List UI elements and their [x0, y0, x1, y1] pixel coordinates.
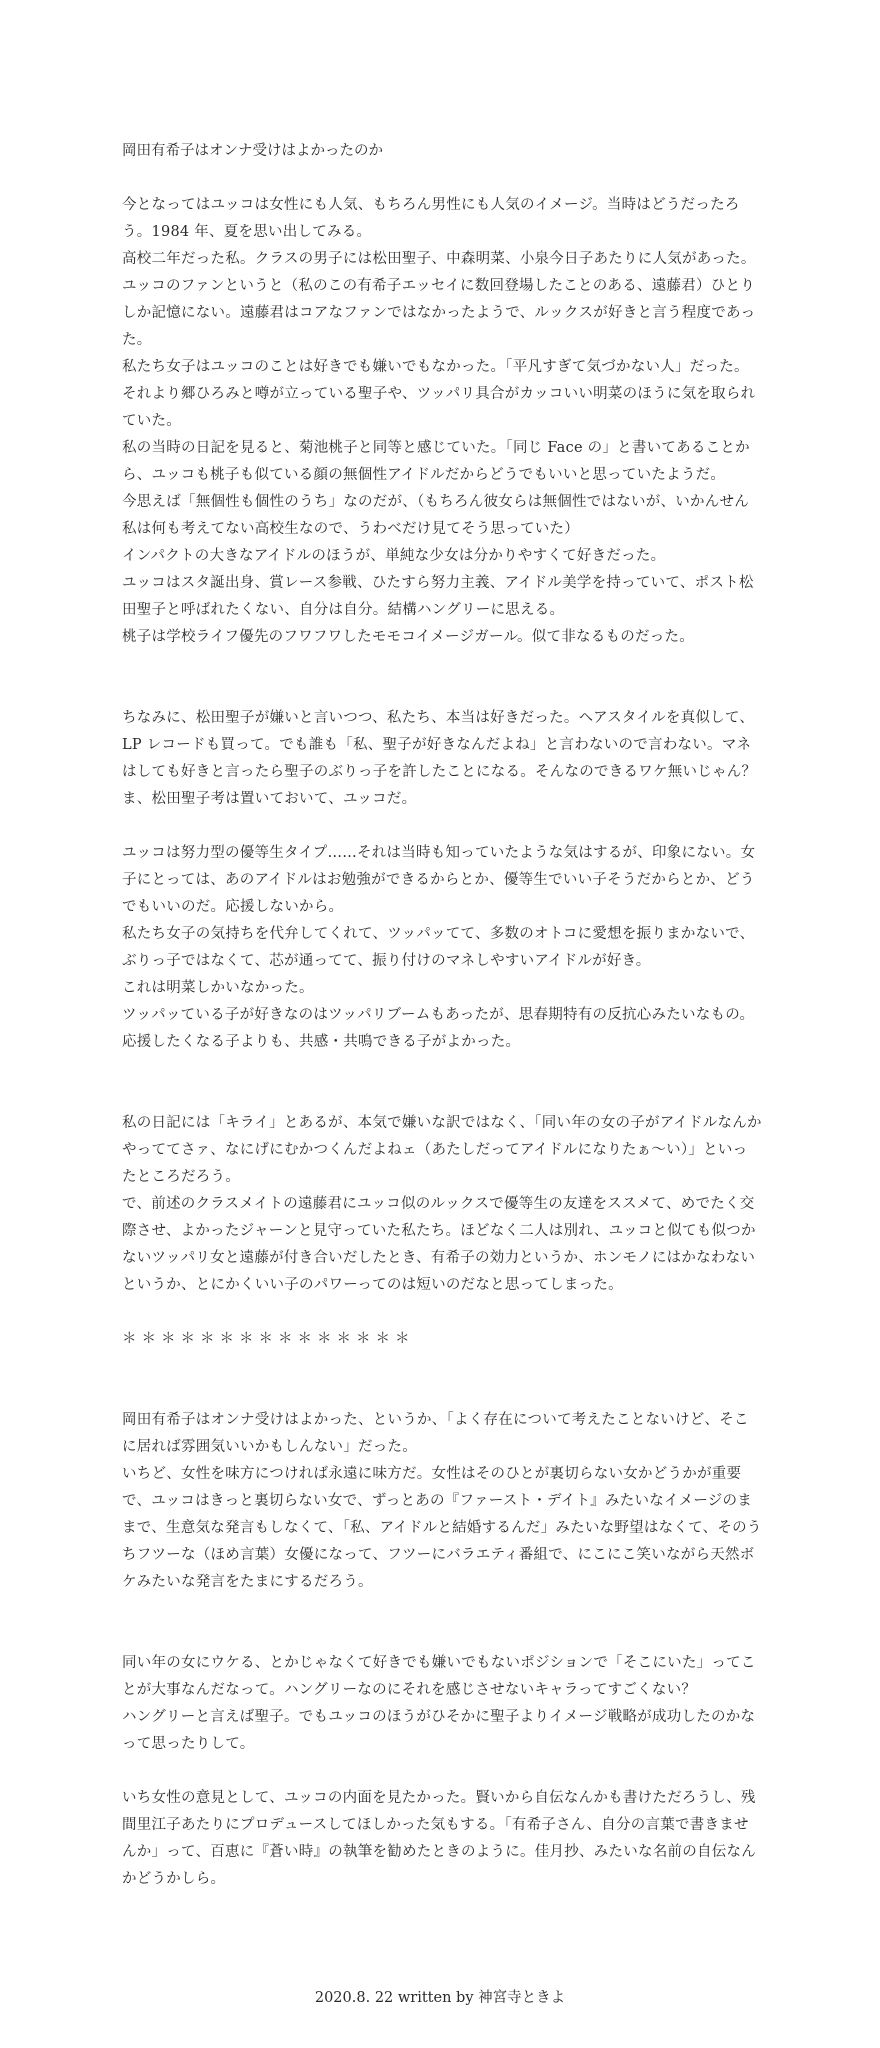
paragraph-13: これは明菜しかいなかった。	[122, 980, 314, 996]
paragraph-16: で、前述のクラスメイトの遠藤君にユッコ似のルックスで優等生の友達をススメて、めでたく交際させ、よかったジャーンと見守っていた私たち。ほどなく二人は別れ、ユッコと似ても似つかないツッパリ女と遠藤が付き合いだしたとき、有希子の効力というか、ホンモノにはかなわないというか、とにかくいい子のパワーってのは短いのだなと思ってしまった。	[122, 1196, 756, 1293]
paragraph-3: 私たち女子はユッコのことは好きでも嫌いでもなかった。「平凡すぎて気づかない人」だった。それより郷ひろみと噂が立っている聖子や、ツッパリ具合がカッコいい明菜のほうに気を取られていた。	[122, 359, 756, 429]
paragraph-8: 桃子は学校ライフ優先のフワフワしたモモコイメージガール。似て非なるものだった。	[122, 629, 695, 645]
paragraph-14: ツッパッている子が好きなのはツッパリブームもあったが、思春期特有の反抗心みたいなもの。応援したくなる子よりも、共感・共鳴できる子がよかった。	[122, 1007, 755, 1050]
paragraph-1: 今となってはユッコは女性にも人気、もちろん男性にも人気のイメージ。当時はどうだったろう。1984 年、夏を思い出してみる。	[122, 197, 740, 240]
paragraph-19: 同い年の女にウケる、とかじゃなくて好きでも嫌いでもないポジションで「そこにいた」ってことが大事なんだなって。ハングリーなのにそれを感じさせないキャラってすごくない？	[122, 1655, 756, 1698]
paragraph-6: インパクトの大きなアイドルのほうが、単純な少女は分かりやすくて好きだった。	[122, 548, 666, 564]
date-and-author-signature: 2020.8. 22 written by 神宮寺ときよ	[314, 1990, 566, 2006]
paragraph-21: いち女性の意見として、ユッコの内面を見たかった。賢いから自伝なんかも書けただろうし、残間里江子あたりにプロデュースしてほしかった気もする。「有希子さん、自分の言葉で書きませんか」って、百恵に『蒼い時』の執筆を勧めたときのように。佳月抄、みたいな名前の自伝なんかどうかしら。	[122, 1790, 756, 1887]
paragraph-4: 私の当時の日記を見ると、菊池桃子と同等と感じていた。「同じ Face の」と書いてあることから、ユッコも桃子も似ている顔の無個性アイドルだからどうでもいいと思っていたようだ。	[122, 440, 750, 483]
paragraph-2: 高校二年だった私。クラスの男子には松田聖子、中森明菜、小泉今日子あたりに人気があった。ユッコのファンというと（私のこの有希子エッセイに数回登場したことのある、遠藤君）ひとりしか記憶にない。遠藤君はコアなファンではなかったようで、ルックスが好きと言う程度であった。	[122, 251, 756, 348]
paragraph-10: ま、松田聖子考は置いておいて、ユッコだ。	[122, 791, 417, 807]
paragraph-9: ちなみに、松田聖子が嫌いと言いつつ、私たち、本当は好きだった。ヘアスタイルを真似して、LP レコードも買って。でも誰も「私、聖子が好きなんだよね」と言わないので言わない。マネはしても好きと言ったら聖子のぶりっ子を許したことになる。そんなのできるワケ無いじゃん？	[122, 710, 757, 780]
paragraph-5: 今思えば「無個性も個性のうち」なのだが、（もちろん彼女らは無個性ではないが、いかんせん私は何も考えてない高校生なので、うわべだけ見てそう思っていた）	[122, 494, 749, 537]
paragraph-18: いちど、女性を味方につければ永遠に味方だ。女性はそのひとが裏切らない女かどうかが重要で、ユッコはきっと裏切らない女で、ずっとあの『ファースト・デイト』みたいなイメージのままで、生意気な発言もしなくて、「私、アイドルと結婚するんだ」みたいな野望はなくて、そのうちフツーな（ほめ言葉）女優になって、フツーにバラエティ番組で、にこにこ笑いながら天然ボケみたいな発言をたまにするだろう。	[122, 1466, 762, 1590]
paragraph-20: ハングリーと言えば聖子。でもユッコのほうがひそかに聖子よりイメージ戦略が成功したのかなって思ったりして。	[122, 1709, 756, 1752]
essay-title: 岡田有希子はオンナ受けはよかったのか	[122, 143, 383, 159]
section-divider-stars: ＊＊＊＊＊＊＊＊＊＊＊＊＊＊＊	[122, 1331, 415, 1347]
paragraph-12: 私たち女子の気持ちを代弁してくれて、ツッパッてて、多数のオトコに愛想を振りまかないで、ぶりっ子ではなくて、芯が通ってて、振り付けのマネしやすいアイドルが好き。	[122, 926, 755, 969]
paragraph-7: ユッコはスタ誕出身、賞レース参戦、ひたすら努力主義、アイドル美学を持っていて、ポスト松田聖子と呼ばれたくない、自分は自分。結構ハングリーに思える。	[122, 575, 754, 618]
paragraph-11: ユッコは努力型の優等生タイプ……それは当時も知っていたような気はするが、印象にない。女子にとっては、あのアイドルはお勉強ができるからとか、優等生でいい子そうだからとか、どうでもいいのだ。応援しないから。	[122, 845, 756, 915]
paragraph-17: 岡田有希子はオンナ受けはよかった、というか、「よく存在について考えたことないけど、そこに居れば雰囲気いいかもしんない」だった。	[122, 1412, 749, 1455]
paragraph-15: 私の日記には「キライ」とあるが、本気で嫌いな訳ではなく、「同い年の女の子がアイドルなんかやっててさァ、なにげにむかつくんだよねェ（あたしだってアイドルになりたぁ〜い）」といったところだろう。	[122, 1115, 762, 1185]
